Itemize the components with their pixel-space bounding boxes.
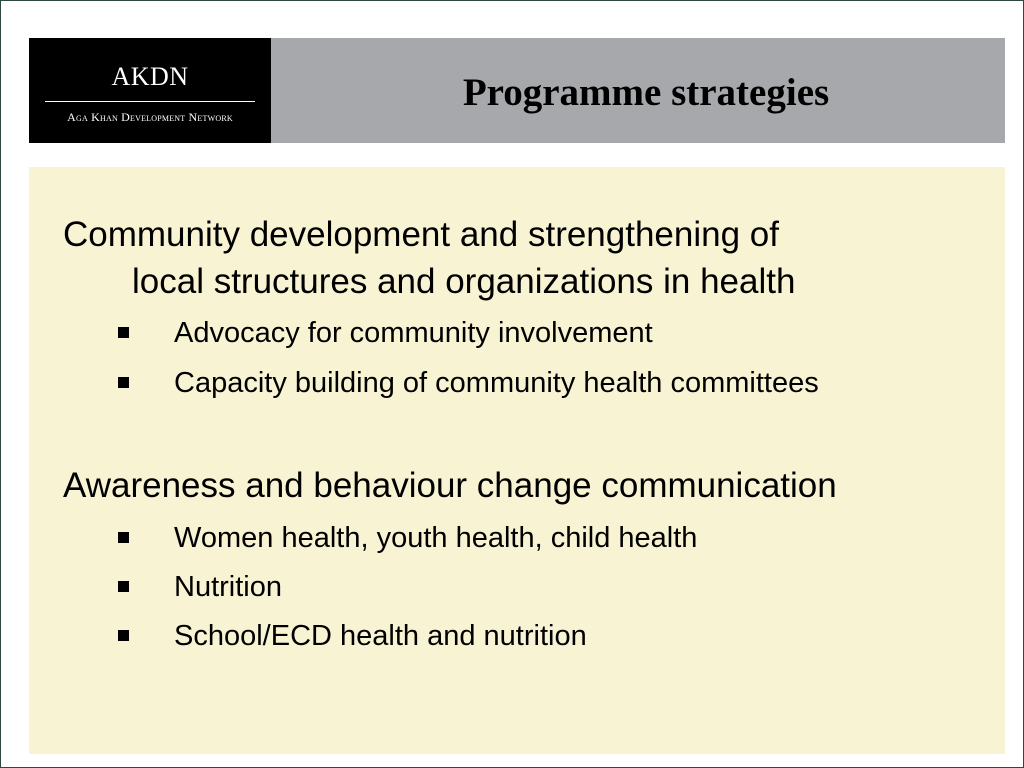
square-bullet-icon: [118, 532, 129, 543]
square-bullet-icon: [118, 327, 129, 338]
logo-wordmark: AKDN: [111, 62, 189, 91]
content-panel: [29, 167, 1005, 754]
section-heading-line: Awareness and behaviour change communication: [63, 466, 837, 505]
logo-divider: [45, 101, 255, 102]
list-item-text: Nutrition: [174, 571, 282, 603]
akdn-logo: [29, 38, 271, 143]
list-item: [29, 313, 1005, 353]
title-bar: [271, 38, 1005, 143]
section-heading-line: Community development and strengthening of: [63, 215, 779, 254]
list-item: [29, 567, 1005, 607]
square-bullet-icon: [118, 377, 129, 388]
list-item-text: Women health, youth health, child health: [174, 522, 698, 554]
slide-title: Programme strategies: [462, 71, 830, 114]
list-item-text: Advocacy for community involvement: [174, 317, 653, 349]
list-item: [29, 518, 1005, 558]
square-bullet-icon: [118, 581, 129, 592]
list-item-text: School/ECD health and nutrition: [174, 620, 587, 652]
list-item-text: Capacity building of community health committees: [174, 367, 819, 399]
section-heading: [63, 211, 795, 305]
list-item: [29, 616, 1005, 656]
square-bullet-icon: [118, 630, 129, 641]
section-heading-line: local structures and organizations in health: [132, 262, 796, 301]
logo-tagline: Aga Khan Development Network: [67, 110, 233, 124]
section-heading: [63, 462, 837, 509]
list-item: [29, 363, 1005, 403]
